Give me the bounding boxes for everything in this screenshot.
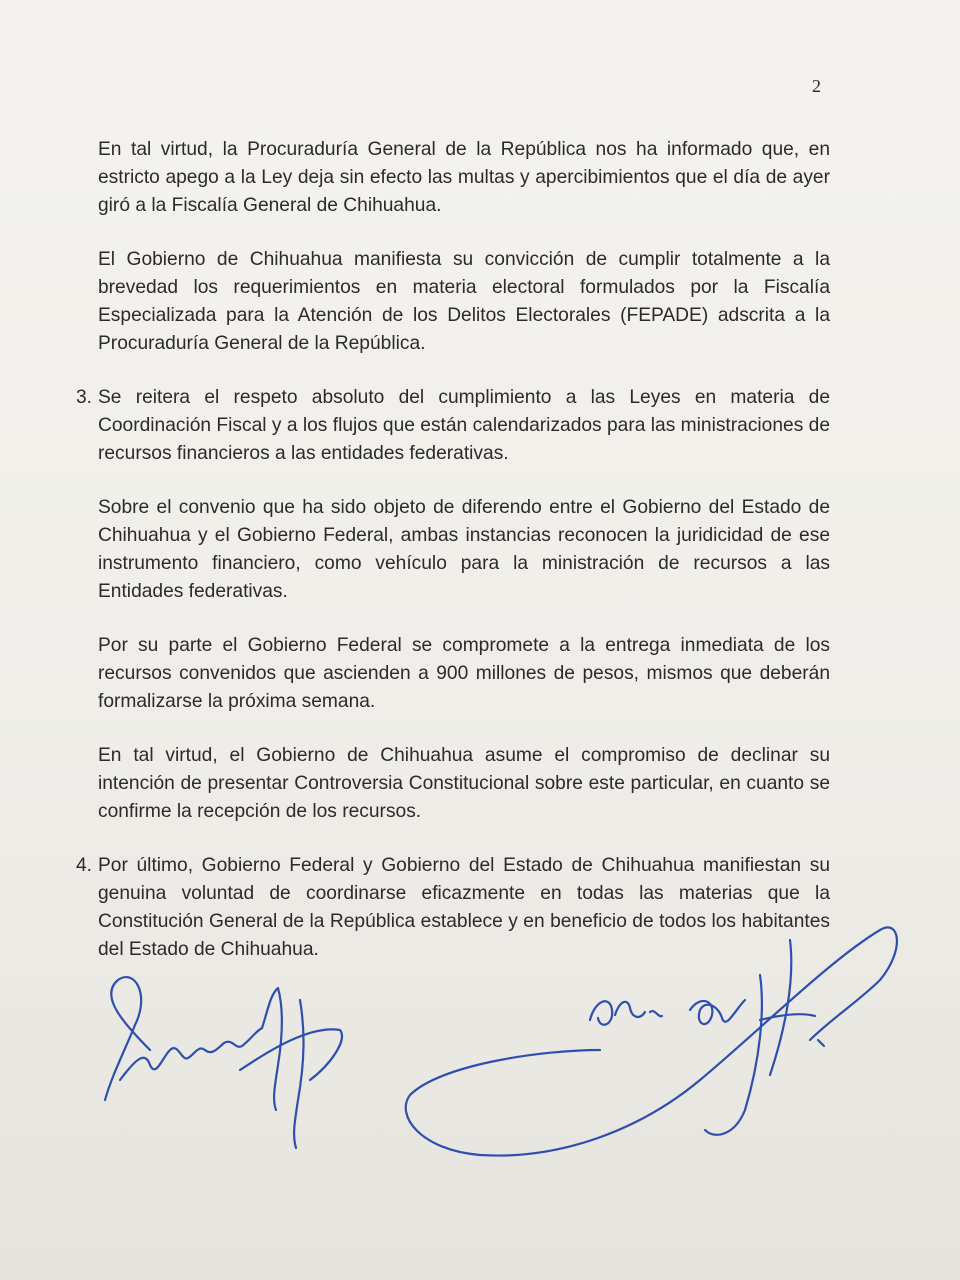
numbered-item-3 [76,384,830,468]
item-number: 3. [76,387,93,408]
right-signature [406,927,897,1155]
page-number: 2 [812,76,821,96]
paragraph-electoral-requirements: El Gobierno de Chihuahua manifiesta su convicción de cumplir totalmente a la brevedad los requerimientos en materia electoral formulados por la Fiscalía Especializada para la Atención de los Delitos Electorales (FEPADE) adscrita a la Procuraduría General de la República. [98,249,830,354]
item-text: Por último, Gobierno Federal y Gobierno del Estado de Chihuahua manifiestan su genuina voluntad de coordinarse eficazmente en todas las materias que la Constitución General de la República establece y en beneficio de todos los habitantes del Estado de Chihuahua. [98,855,830,960]
signatures-area [0,900,960,1160]
left-signature [105,977,342,1148]
document-body [76,136,830,990]
signatures-svg [0,900,960,1160]
paragraph-resources: Por su parte el Gobierno Federal se compromete a la entrega inmediata de los recursos convenidos que ascienden a 900 millones de pesos, mismos que deberán formalizarse la próxima semana. [98,635,830,712]
paragraph-controversy: En tal virtud, el Gobierno de Chihuahua asume el compromiso de declinar su intención de presentar Controversia Constitucional sobre este particular, en cuanto se confirme la recepción de los recursos. [98,745,830,822]
paragraph-pgr-fines: En tal virtud, la Procuraduría General de la República nos ha informado que, en estricto apego a la Ley deja sin efecto las multas y apercibimientos que el día de ayer giró a la Fiscalía General de Chihuahua. [98,139,830,216]
paragraph-agreement: Sobre el convenio que ha sido objeto de diferendo entre el Gobierno del Estado de Chihuahua y el Gobierno Federal, ambas instancias reconocen la juridicidad de ese instrumento financiero, como vehículo para la ministración de recursos a las Entidades federativas. [98,497,830,602]
item-text: Se reitera el respeto absoluto del cumplimiento a las Leyes en materia de Coordinación Fiscal y a los flujos que están calendarizados para las ministraciones de recursos financieros a las entidades federativas. [98,387,830,464]
item-number: 4. [76,855,93,876]
